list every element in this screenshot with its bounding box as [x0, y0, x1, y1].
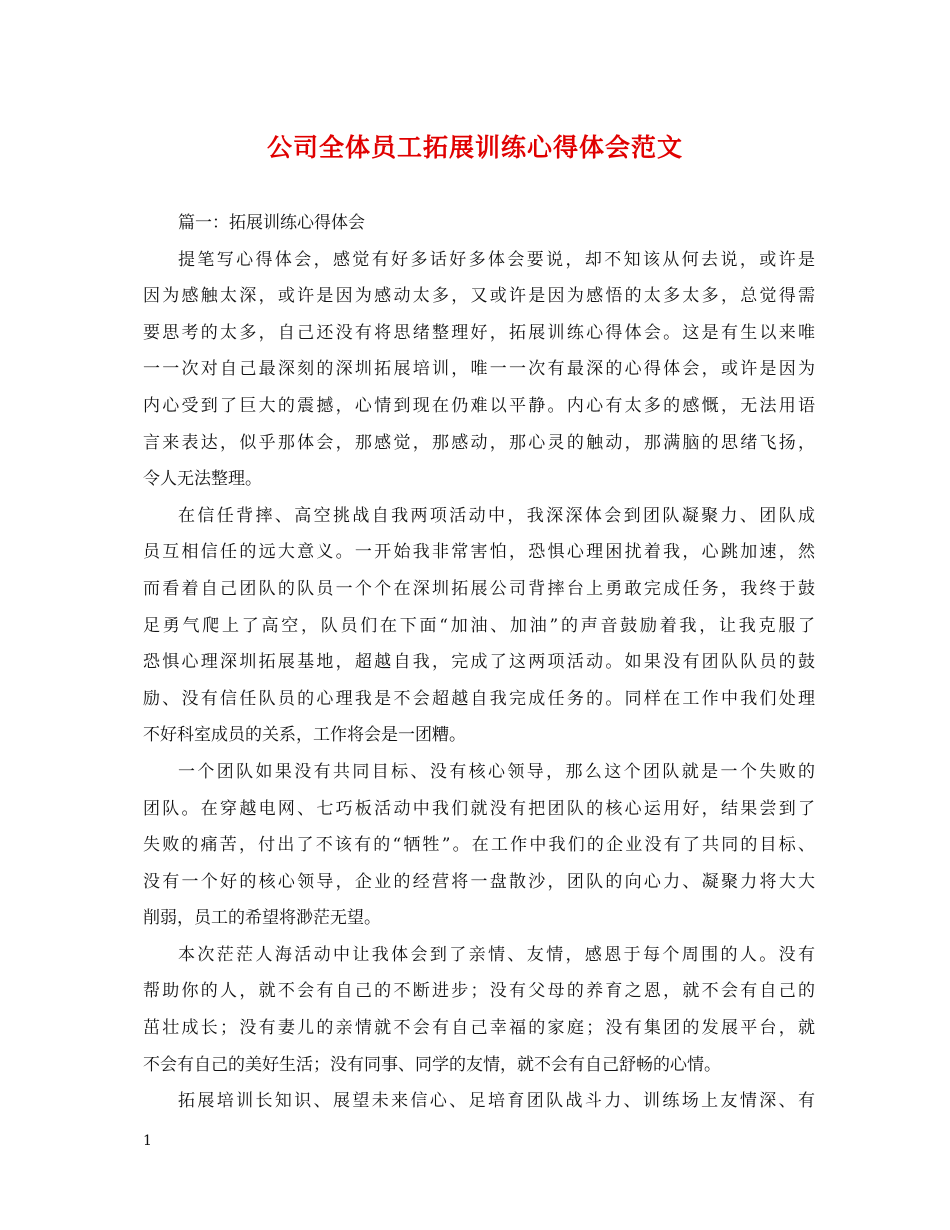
paragraph-line: [143, 242, 815, 279]
paragraph-line: [143, 351, 815, 388]
text-line: 一一次对自己最深刻的深圳拓展培训，唯一一次有最深的心得体会，或许是因为: [143, 359, 815, 380]
paragraph-line: [143, 937, 815, 974]
text-line: 因为感触太深，或许是因为感动太多，又或许是因为感悟的太多太多，总觉得需: [143, 286, 815, 307]
paragraph-line: [143, 425, 815, 462]
text-line: 本次茫茫人海活动中让我体会到了亲情、友情，感恩于每个周围的人。没有: [178, 944, 815, 965]
paragraph-line: [143, 315, 815, 352]
text-line: 励、没有信任队员的心理我是不会超越自我完成任务的。同样在工作中我们处理: [143, 688, 815, 709]
text-line: 恐惧心理深圳拓展基地，超越自我，完成了这两项活动。如果没有团队队员的鼓: [143, 652, 815, 673]
paragraph-line: [143, 388, 815, 425]
text-line: 言来表达，似乎那体会，那感觉，那感动，那心灵的触动，那满脑的思绪飞扬，: [143, 432, 815, 453]
document-body: [143, 205, 815, 1120]
paragraph-line: [143, 571, 815, 608]
text-line: 团队。在穿越电网、七巧板活动中我们就没有把团队的核心运用好，结果尝到了: [143, 798, 815, 819]
text-line: 不会有自己的美好生活；没有同事、同学的友情，就不会有自己舒畅的心情。: [143, 1054, 721, 1075]
paragraph-line: [143, 754, 815, 791]
paragraph-line: [143, 900, 815, 937]
text-line: 没有一个好的核心领导，企业的经营将一盘散沙，团队的向心力、凝聚力将大大: [143, 871, 815, 892]
text-line: 不好科室成员的关系，工作将会是一团糟。: [143, 725, 466, 746]
text-line: 令人无法整理。: [143, 469, 262, 490]
text-line: 内心受到了巨大的震撼，心情到现在仍难以平静。内心有太多的感慨，无法用语: [143, 395, 815, 416]
paragraph-line: [143, 827, 815, 864]
paragraph-line: [143, 608, 815, 645]
paragraph-line: [143, 1047, 815, 1084]
section-heading: [143, 205, 815, 242]
paragraph-line: [143, 461, 815, 498]
text-line: 而看着自己团队的队员一个个在深圳拓展公司背摔台上勇敢完成任务，我终于鼓: [143, 578, 815, 599]
paragraph-line: [143, 681, 815, 718]
text-line: 在信任背摔、高空挑战自我两项活动中，我深深体会到团队凝聚力、团队成: [178, 505, 815, 526]
paragraph-line: [143, 534, 815, 571]
document-title: 公司全体员工拓展训练心得体会范文: [266, 133, 683, 162]
text-line: 削弱，员工的希望将渺茫无望。: [143, 908, 381, 929]
paragraph-line: [143, 644, 815, 681]
text-line: 足勇气爬上了高空，队员们在下面“加油、加油”的声音鼓励着我，让我克服了: [143, 615, 815, 636]
paragraph-line: [143, 717, 815, 754]
text-line: 茁壮成长；没有妻儿的亲情就不会有自己幸福的家庭；没有集团的发展平台，就: [143, 1018, 815, 1039]
text-line: 员互相信任的远大意义。一开始我非常害怕，恐惧心理困扰着我，心跳加速，然: [143, 542, 815, 563]
paragraph-line: [143, 1083, 815, 1120]
text-line: 篇一：拓展训练心得体会: [178, 213, 365, 233]
text-line: 一个团队如果没有共同目标、没有核心领导，那么这个团队就是一个失败的: [178, 761, 815, 782]
paragraph-line: [143, 498, 815, 535]
text-line: 要思考的太多，自己还没有将思绪整理好，拓展训练心得体会。这是有生以来唯: [143, 322, 815, 343]
paragraph-line: [143, 864, 815, 901]
text-line: 提笔写心得体会，感觉有好多话好多体会要说，却不知该从何去说，或许是: [178, 249, 815, 270]
text-line: 失败的痛苦，付出了不该有的“牺牲”。在工作中我们的企业没有了共同的目标、: [143, 835, 815, 856]
paragraph-line: [143, 973, 815, 1010]
paragraph-line: [143, 278, 815, 315]
paragraph-line: [143, 1010, 815, 1047]
paragraph-line: [143, 791, 815, 828]
page-number: 1: [143, 1133, 152, 1149]
text-line: 帮助你的人，就不会有自己的不断进步；没有父母的养育之恩，就不会有自己的: [143, 981, 815, 1002]
text-line: 拓展培训长知识、展望未来信心、足培育团队战斗力、训练场上友情深、有: [178, 1091, 815, 1112]
